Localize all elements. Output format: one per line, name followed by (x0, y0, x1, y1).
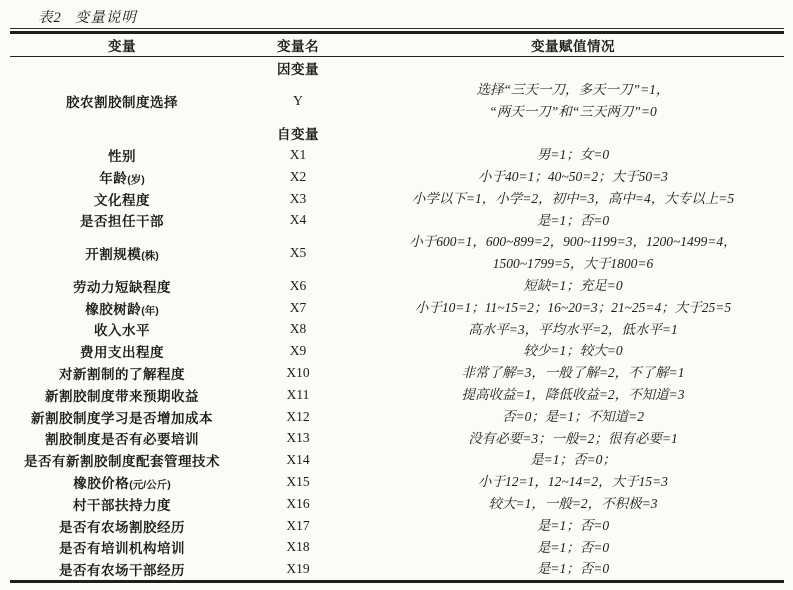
variable-assignment (362, 406, 784, 428)
variable-label (10, 189, 234, 209)
table-row (10, 319, 784, 341)
variable-label (10, 341, 234, 361)
variable-label-text: 劳动力短缺程度 (73, 279, 171, 295)
table-row (10, 340, 784, 362)
variable-label (10, 319, 234, 339)
variable-name: X5 (289, 245, 307, 261)
table-row (10, 406, 784, 428)
variable-label-text: 年龄 (99, 170, 128, 186)
variable-name: X2 (289, 168, 307, 184)
table-header-row (10, 34, 784, 57)
variables-table (10, 28, 784, 583)
table-row (10, 144, 784, 166)
variable-name: X12 (286, 408, 310, 424)
variable-label (10, 516, 234, 536)
variable-assignment (362, 275, 784, 297)
assignment-line: 选择“三天一刀，多天一刀”=1， (476, 81, 670, 97)
table-body-frame (10, 31, 784, 583)
variable-label-text: 收入水平 (94, 323, 150, 339)
variable-assignment (362, 362, 784, 384)
table-row (10, 275, 784, 297)
variable-assignment (362, 428, 784, 450)
variable-assignment (362, 231, 784, 275)
variable-label-text: 是否有新割胶制度配套管理技术 (24, 454, 220, 470)
assignment-line: 否=0；是=1；不知道=2 (501, 408, 645, 424)
variable-label (10, 91, 234, 111)
assignment-line: 非常了解=3，一般了解=2，不了解=1 (461, 365, 685, 381)
variable-label-text: 是否有农场割胶经历 (59, 519, 185, 535)
variable-label-text: 开割规模 (85, 247, 142, 263)
variable-assignment (362, 515, 784, 537)
assignment-line: 较少=1；较大=0 (523, 343, 623, 359)
variable-name: X10 (286, 365, 310, 381)
table-row (10, 449, 784, 471)
table-row (10, 471, 784, 493)
table-row (10, 297, 784, 319)
variable-label-text: 橡胶价格 (73, 476, 130, 492)
variable-assignment (362, 166, 784, 188)
variable-label (10, 276, 234, 296)
variable-label-text: 新割胶制度带来预期收益 (45, 388, 199, 404)
variable-name: X13 (286, 430, 310, 446)
assignment-line: 小学以下=1，小学=2，初中=3，高中=4，大专以上=5 (411, 190, 735, 206)
variable-label-text: 是否有农场干部经历 (59, 563, 185, 579)
header-variable: 变量 (108, 39, 136, 54)
variable-name: X17 (286, 517, 310, 533)
variable-name: X18 (286, 539, 310, 555)
table-caption (38, 6, 137, 27)
variable-name: X14 (286, 452, 310, 468)
variable-label-text: 是否担任干部 (80, 214, 164, 230)
table-row (10, 166, 784, 188)
variable-name: Y (293, 92, 303, 108)
assignment-line: 是=1；否=0 (536, 561, 610, 577)
variable-label (10, 298, 234, 318)
variable-unit-note: (株) (141, 250, 159, 263)
variable-assignment (362, 188, 784, 210)
variable-name: X11 (286, 386, 310, 402)
variable-label-text: 新割胶制度学习是否增加成本 (31, 410, 213, 426)
variable-label (10, 450, 234, 470)
table-row (10, 558, 784, 580)
variable-label (10, 559, 234, 579)
variable-assignment (362, 384, 784, 406)
table-row (10, 428, 784, 450)
table-section-row (10, 122, 784, 144)
variable-unit-note: (元/公斤) (129, 479, 171, 492)
variable-assignment (362, 537, 784, 559)
assignment-line: 短缺=1；充足=0 (523, 277, 623, 293)
variable-label (10, 494, 234, 514)
variable-label-text: 是否有培训机构培训 (59, 541, 185, 557)
header-assignment: 变量赋值情况 (531, 39, 615, 54)
table-section-row (10, 57, 784, 79)
section-label: 因变量 (277, 61, 319, 77)
header-variable-name: 变量名 (277, 39, 319, 54)
variable-assignment (362, 449, 784, 471)
table-row (10, 188, 784, 210)
assignment-line: 是=1；否=0 (536, 212, 610, 228)
assignment-line: 小于600=1，600~899=2，900~1199=3，1200~1499=4， (409, 234, 737, 250)
variable-name: X4 (289, 212, 307, 228)
variable-label-text: 文化程度 (94, 192, 150, 208)
assignment-line: 小于40=1；40~50=2；大于50=3 (478, 168, 668, 184)
variable-name: X15 (286, 474, 310, 490)
assignment-line: 高水平=3，平均水平=2，低水平=1 (468, 321, 678, 337)
table-row (10, 384, 784, 406)
assignment-line: 男=1；女=0 (536, 147, 610, 163)
table-row (10, 493, 784, 515)
table-row (10, 231, 784, 275)
variable-label (10, 145, 234, 165)
variable-assignment (362, 558, 784, 580)
section-label: 自变量 (277, 127, 319, 143)
assignment-line: “两天一刀”和“三天两刀”=0 (489, 103, 657, 119)
variable-label-text: 性别 (108, 149, 136, 165)
assignment-line: 较大=1，一般=2，不积极=3 (488, 495, 658, 511)
variable-name: X8 (289, 321, 307, 337)
table-rows-container (10, 57, 784, 580)
variable-label-text: 橡胶树龄 (85, 301, 142, 317)
variable-name: X19 (286, 561, 310, 577)
variable-label (10, 472, 234, 492)
variable-label (10, 363, 234, 383)
variable-unit-note: (岁) (127, 173, 145, 186)
variable-assignment (362, 319, 784, 341)
variable-assignment (362, 340, 784, 362)
variable-assignment (362, 471, 784, 493)
table-row (10, 537, 784, 559)
variable-name: X1 (289, 147, 307, 163)
variable-label (10, 210, 234, 230)
assignment-line: 提高收益=1，降低收益=2，不知道=3 (461, 386, 685, 402)
variable-name: X16 (286, 495, 310, 511)
variable-label-text: 割胶制度是否有必要培训 (45, 432, 199, 448)
variable-label (10, 428, 234, 448)
variable-name: X7 (289, 299, 307, 315)
variable-label (10, 167, 234, 187)
variable-assignment (362, 493, 784, 515)
table-row (10, 515, 784, 537)
assignment-line: 小于10=1；11~15=2；16~20=3；21~25=4；大于25=5 (414, 299, 732, 315)
assignment-line: 没有必要=3；一般=2；很有必要=1 (468, 430, 678, 446)
assignment-line: 小于12=1，12~14=2，大于15=3 (478, 474, 668, 490)
variable-label-text: 村干部扶持力度 (73, 497, 171, 513)
variable-assignment (362, 144, 784, 166)
variable-label (10, 243, 234, 263)
table-row (10, 79, 784, 123)
variable-label-text: 胶农割胶制度选择 (66, 94, 178, 110)
assignment-line: 1500~1799=5，大于1800=6 (492, 256, 654, 272)
variable-label-text: 费用支出程度 (80, 345, 164, 361)
variable-assignment (362, 79, 784, 123)
table-title: 变量说明 (74, 10, 137, 26)
variable-assignment (362, 210, 784, 232)
table-number: 表2 (38, 10, 62, 26)
variable-label (10, 385, 234, 405)
top-thin-rule (10, 28, 784, 29)
variable-name: X6 (289, 277, 307, 293)
table-row (10, 210, 784, 232)
variable-label-text: 对新割制的了解程度 (59, 367, 185, 383)
variable-assignment (362, 297, 784, 319)
variable-unit-note: (年) (141, 304, 159, 317)
assignment-line: 是=1；否=0 (536, 539, 610, 555)
assignment-line: 是=1；否=0； (530, 452, 616, 468)
table-row (10, 362, 784, 384)
variable-label (10, 407, 234, 427)
variable-name: X3 (289, 190, 307, 206)
variable-name: X9 (289, 343, 307, 359)
assignment-line: 是=1；否=0 (536, 517, 610, 533)
variable-label (10, 537, 234, 557)
